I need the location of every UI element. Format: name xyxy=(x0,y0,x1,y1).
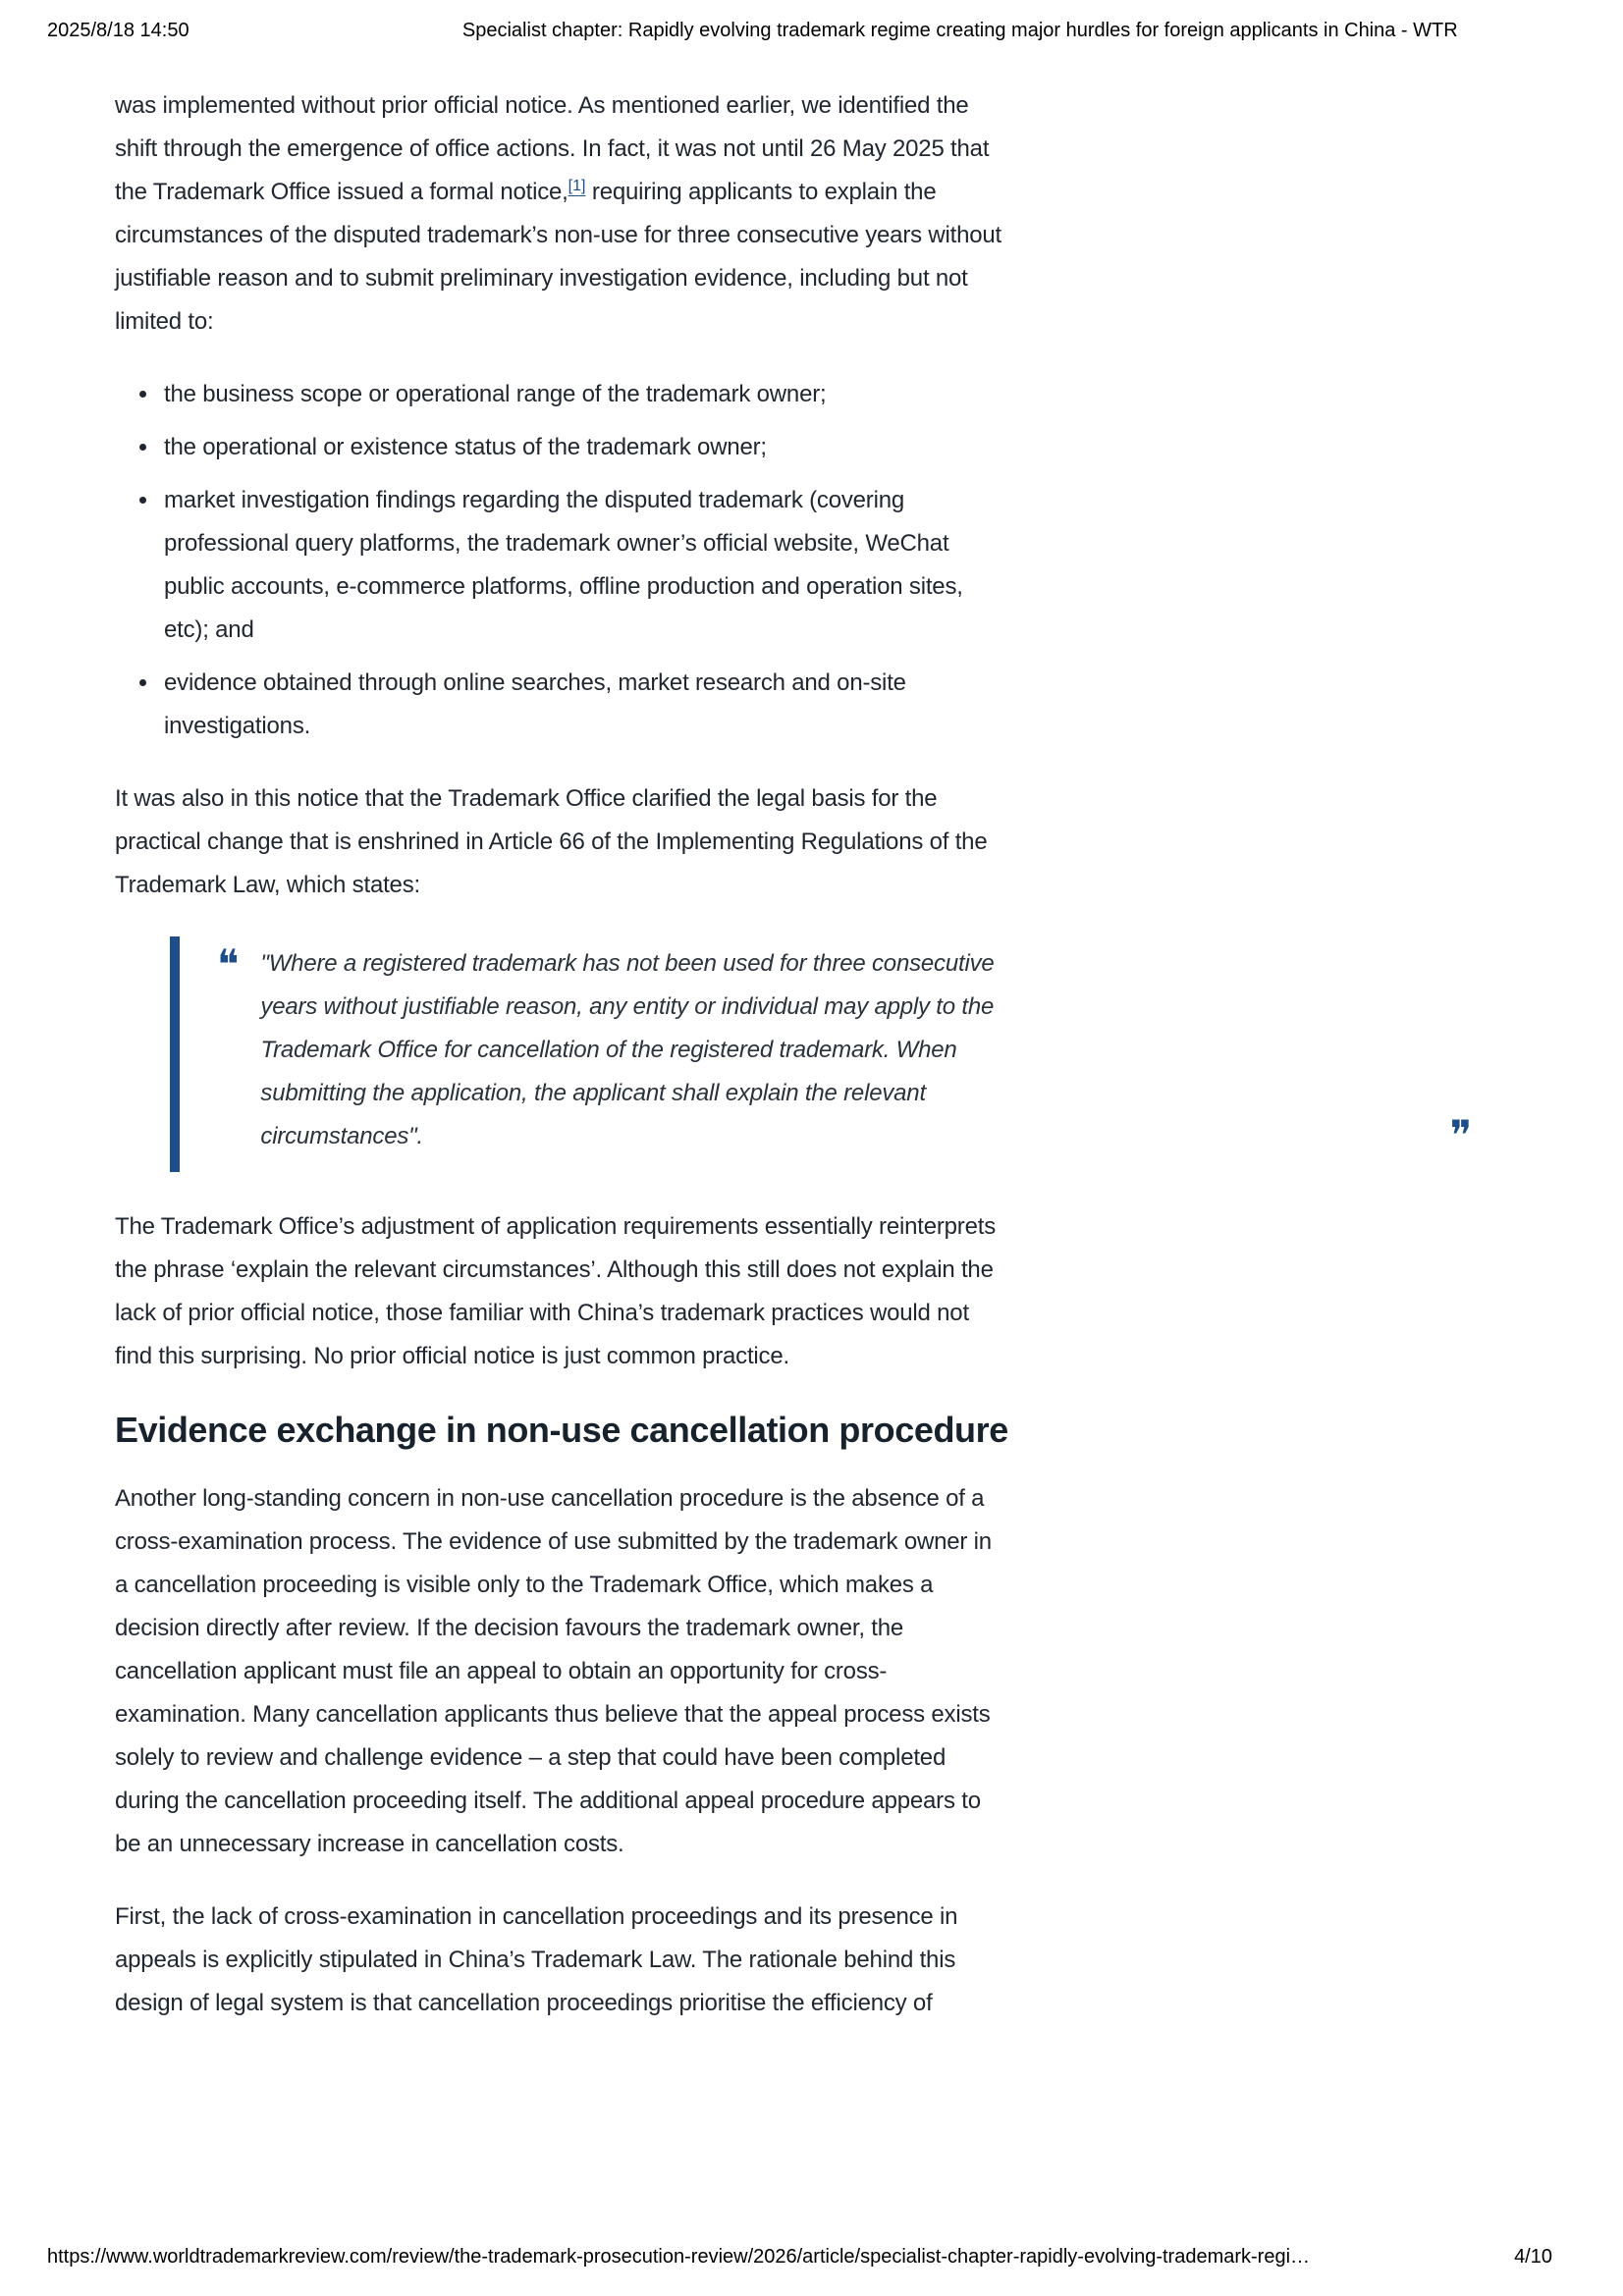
article-body xyxy=(115,84,1472,2055)
quote-text: "Where a registered trademark has not been used for three consecutive years without justifiable reason, any entity or individual may apply to the Trademark Office for cancellation of the registered trademark. When submitting the application, the applicant shall explain the relevant circumstances". xyxy=(260,950,995,1149)
close-quote-icon: ❞ xyxy=(1449,1111,1472,1159)
intro-paragraph-before-ref: was implemented without prior official notice. As mentioned earlier, we identified the shift through the emergence of office actions. In fact, it was not until 26 May 2025 that the Trademark Office issued a formal notice, xyxy=(115,92,990,205)
evidence-bullet-list xyxy=(115,373,1008,748)
intro-paragraph-after-ref: requiring applicants to explain the circumstances of the disputed trademark’s non-use for three consecutive years without justifiable reason and to submit preliminary investigation evidence, including but not limited to: xyxy=(115,179,1002,335)
footnote-link-1[interactable]: [1] xyxy=(568,178,586,194)
section-heading: Evidence exchange in non-use cancellation procedure xyxy=(115,1410,1008,1450)
first-point-paragraph: First, the lack of cross-examination in cancellation proceedings and its presence in appeals is explicitly stipulated in China’s Trademark Law. The rationale behind this design of legal system is that cancellation proceedings prioritise the efficiency of xyxy=(115,1903,958,2016)
notice-paragraph: It was also in this notice that the Trademark Office clarified the legal basis for the practical change that is enshrined in Article 66 of the Implementing Regulations of the Trademark Law, which states: xyxy=(115,785,988,898)
print-footer xyxy=(47,2246,1552,2269)
blockquote xyxy=(170,936,1478,1172)
list-item: • the operational or existence status of the trademark owner; xyxy=(160,426,1008,469)
page-number: 4/10 xyxy=(1514,2246,1552,2268)
list-item: • the business scope or operational range of the trademark owner; xyxy=(160,373,1008,416)
list-item: • market investigation findings regarding the disputed trademark (covering professional query platforms, the trademark owner’s official website, WeChat public accounts, e-commerce platforms, offline production and operation sites, etc); and xyxy=(160,479,1008,652)
print-datetime: 2025/8/18 14:50 xyxy=(47,20,189,41)
intro-paragraph xyxy=(115,84,1008,344)
blockquote-inner xyxy=(217,942,1478,1158)
footer-url: https://www.worldtrademarkreview.com/review/the-trademark-prosecution-review/2026/article/specialist-chapter-rapidly-evolving-trademark-regi… xyxy=(47,2246,1311,2268)
document-title: Specialist chapter: Rapidly evolving trademark regime creating major hurdles for foreign applicants in China - WTR xyxy=(461,20,1458,41)
print-header xyxy=(47,20,1584,42)
adjustment-paragraph: The Trademark Office’s adjustment of application requirements essentially reinterprets the phrase ‘explain the relevant circumstances’. Although this still does not explain the lack of prior official notice, those familiar with China’s trademark practices would not find this surprising. No prior official notice is just common practice. xyxy=(115,1213,997,1369)
open-quote-icon: ❝ xyxy=(217,940,240,988)
concern-paragraph: Another long-standing concern in non-use cancellation procedure is the absence of a cross-examination process. The evidence of use submitted by the trademark owner in a cancellation proceeding is visible only to the Trademark Office, which makes a decision directly after review. If the decision favours the trademark owner, the cancellation applicant must file an appeal to obtain an opportunity for cross-examination. Many cancellation applicants thus believe that the appeal process exists solely to review and challenge evidence – a step that could have been completed during the cancellation proceeding itself. The additional appeal procedure appears to be an unnecessary increase in cancellation costs. xyxy=(115,1485,992,1857)
list-item: • evidence obtained through online searches, market research and on-site investigations. xyxy=(160,662,1008,748)
